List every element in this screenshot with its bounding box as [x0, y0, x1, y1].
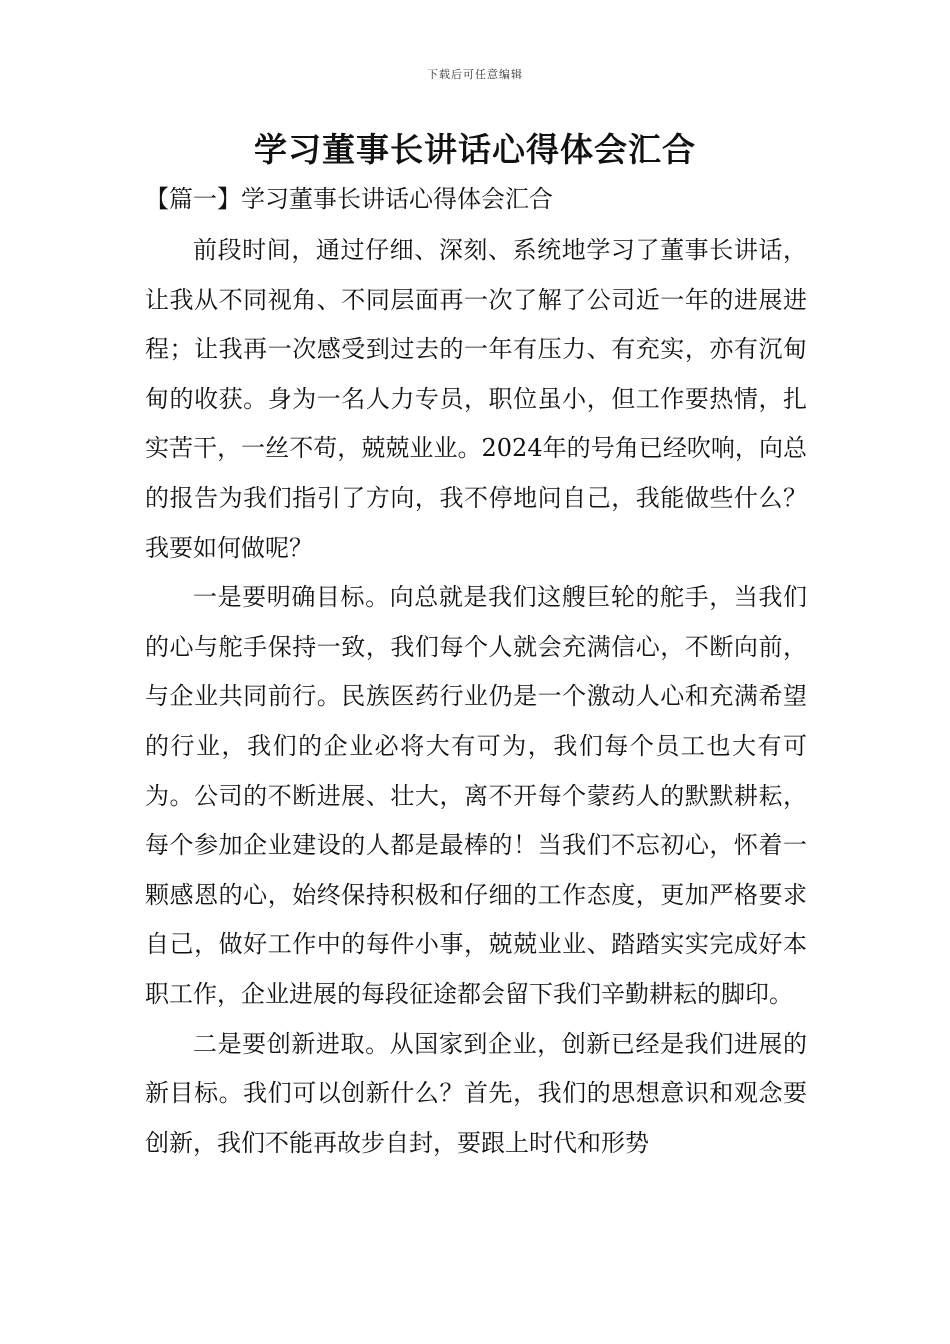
document-title: 学习董事长讲话心得体会汇合	[254, 130, 696, 169]
body-text	[145, 226, 807, 1168]
paragraph-point-two: 二是要创新进取。从国家到企业，创新已经是我们进展的新目标。我们可以创新什么？首先，我们的思想意识和观念要创新，我们不能再故步自封，要跟上时代和形势	[145, 1029, 807, 1157]
header-note: 下载后可任意编辑	[427, 68, 523, 81]
paragraph-point-one: 一是要明确目标。向总就是我们这艘巨轮的舵手，当我们的心与舵手保持一致，我们每个人就会充满信心，不断向前，与企业共同前行。民族医药行业仍是一个激动人心和充满希望的行业，我们的企业必将大有可为，我们每个员工也大有可为。公司的不断进展、壮大，离不开每个蒙药人的默默耕耘，每个参加企业建设的人都是最棒的！当我们不忘初心，怀着一颗感恩的心，始终保持积极和仔细的工作态度，更加严格要求自己，做好工作中的每件小事，兢兢业业、踏踏实实完成好本职工作，企业进展的每段征途都会留下我们辛勤耕耘的脚印。	[145, 583, 807, 1008]
paragraph-intro: 前段时间，通过仔细、深刻、系统地学习了董事长讲话，让我从不同视角、不同层面再一次了解了公司近一年的进展进程；让我再一次感受到过去的一年有压力、有充实，亦有沉甸甸的收获。身为一名人力专员，职位虽小，但工作要热情，扎实苦干，一丝不苟，兢兢业业。2024年的号角已经吹响，向总的报告为我们指引了方向，我不停地问自己，我能做些什么？我要如何做呢？	[145, 236, 807, 562]
section-heading: 【篇一】学习董事长讲话心得体会汇合	[145, 185, 553, 213]
